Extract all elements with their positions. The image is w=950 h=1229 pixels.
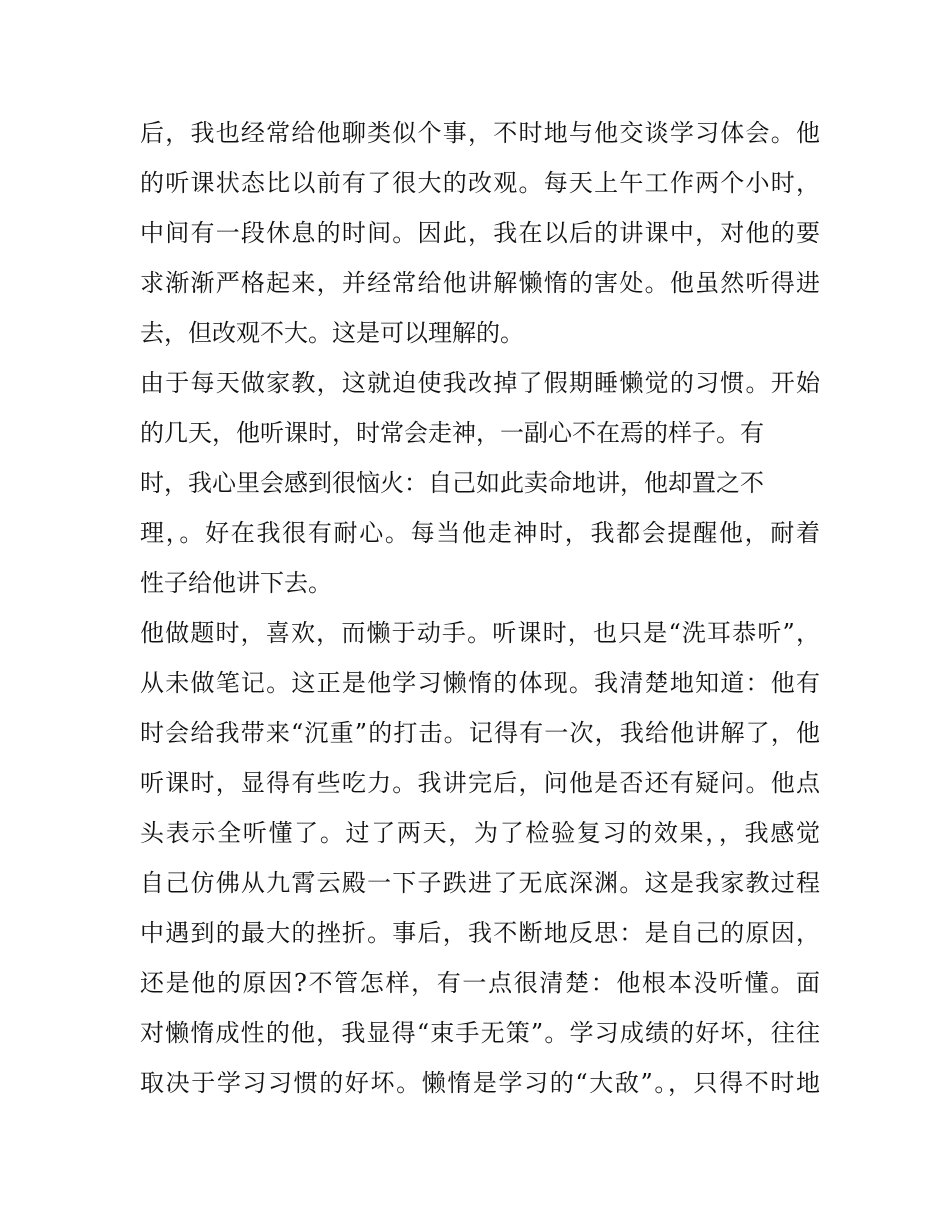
text-line: 去，但改观不大。这是可以理解的。 — [140, 319, 524, 347]
text-line: 还是他的原因?不管怎样，有一点很清楚：他根本没听懂。面 — [140, 969, 820, 997]
text-line: 求渐渐严格起来，并经常给他讲解懒惰的害处。他虽然听得进 — [140, 269, 820, 297]
text-line: 后，我也经常给他聊类似个事，不时地与他交谈学习体会。他 — [140, 119, 820, 147]
text-line: 听课时，显得有些吃力。我讲完后，问他是否还有疑问。他点 — [140, 769, 820, 797]
text-line: 的听课状态比以前有了很大的改观。每天上午工作两个小时， — [140, 169, 820, 197]
text-line: 理，。好在我很有耐心。每当他走神时，我都会提醒他，耐着 — [140, 519, 820, 547]
text-line: 时会给我带来“沉重”的打击。记得有一次，我给他讲解了，他 — [140, 719, 820, 747]
text-line: 中间有一段休息的时间。因此，我在以后的讲课中，对他的要 — [140, 219, 820, 247]
text-line: 自己仿佛从九霄云殿一下子跌进了无底深渊。这是我家教过程 — [140, 869, 820, 897]
text-line: 头表示全听懂了。过了两天，为了检验复习的效果，，我感觉 — [140, 819, 820, 847]
text-line: 中遇到的最大的挫折。事后，我不断地反思：是自己的原因， — [140, 919, 820, 947]
text-line: 由于每天做家教，这就迫使我改掉了假期睡懒觉的习惯。开始 — [140, 369, 820, 397]
text-line: 的几天，他听课时，时常会走神，一副心不在焉的样子。有 — [140, 419, 764, 447]
text-line: 他做题时，喜欢，而懒于动手。听课时，也只是“洗耳恭听”， — [140, 619, 820, 647]
text-line: 对懒惰成性的他，我显得“束手无策”。学习成绩的好坏，往往 — [140, 1019, 820, 1047]
text-line: 性子给他讲下去。 — [140, 569, 332, 597]
body-text — [140, 108, 820, 1108]
text-line: 从未做笔记。这正是他学习懒惰的体现。我清楚地知道：他有 — [140, 669, 820, 697]
text-line: 时，我心里会感到很恼火：自己如此卖命地讲，他却置之不 — [140, 469, 764, 497]
text-line: 取决于学习习惯的好坏。懒惰是学习的“大敌”。，只得不时地 — [140, 1069, 820, 1097]
